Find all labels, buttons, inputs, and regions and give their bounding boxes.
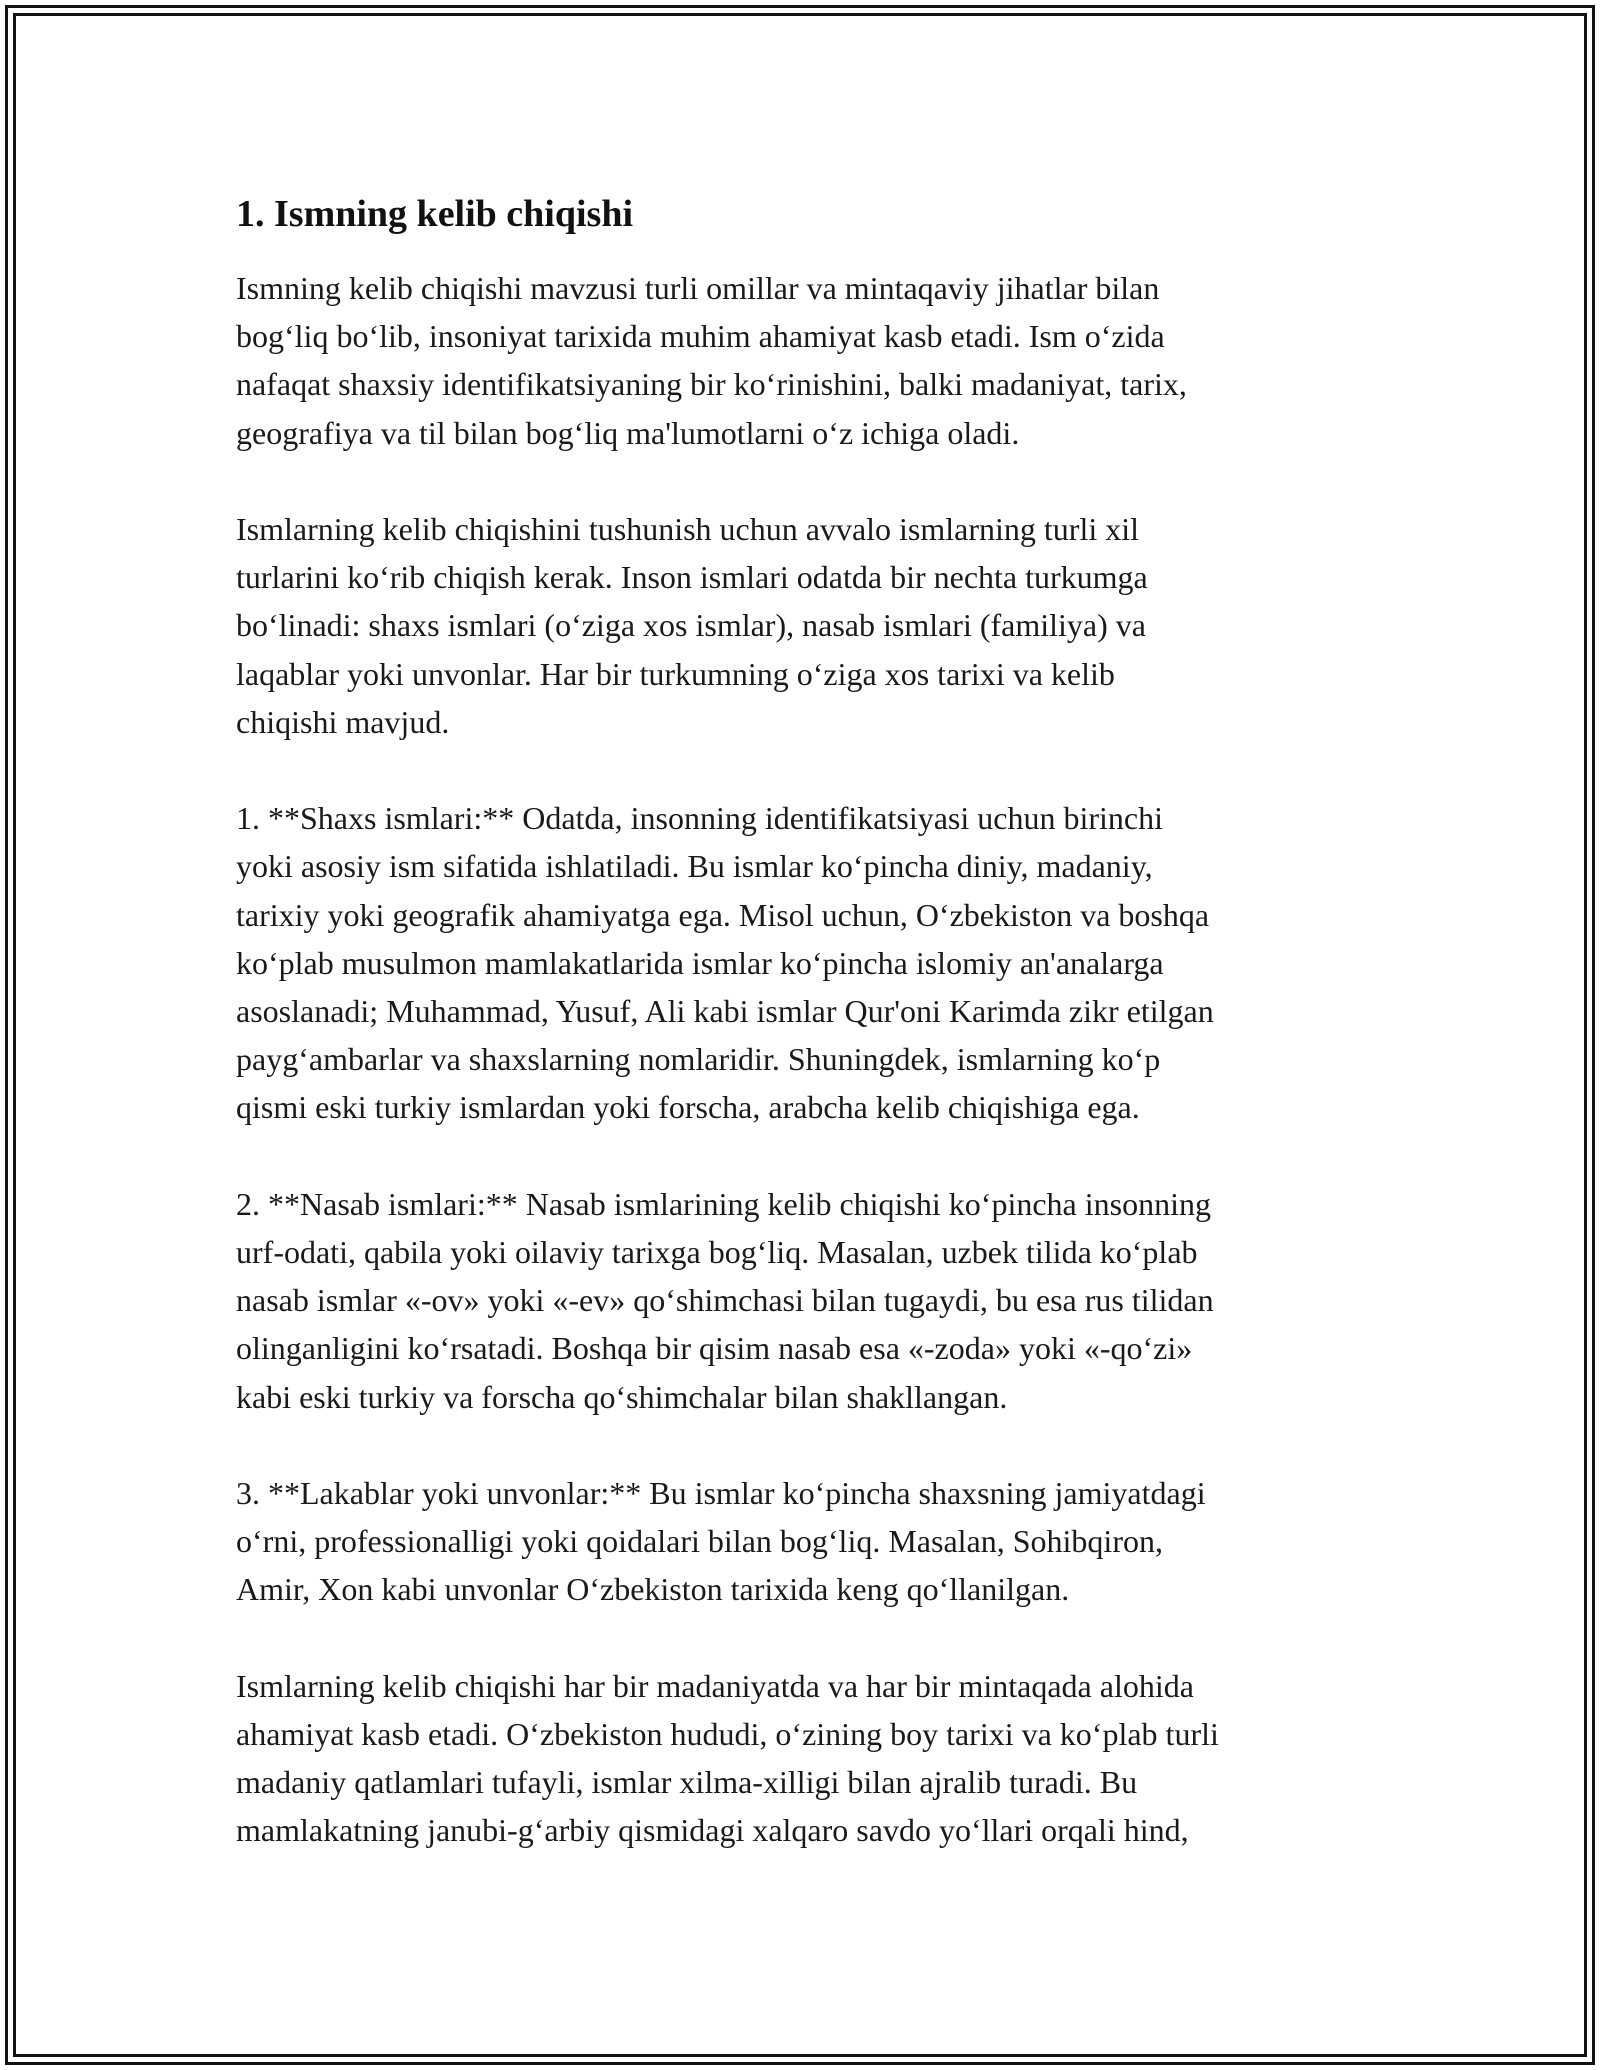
text-line: ahamiyat kasb etadi. O‘zbekiston hududi, o‘zining boy tarixi va ko‘plab turli <box>236 1716 1219 1753</box>
paragraph-regional <box>236 1662 1376 1855</box>
section-heading: 1. Ismning kelib chiqishi <box>236 193 634 235</box>
text-line: bog‘liq bo‘lib, insoniyat tarixida muhim ahamiyat kasb etadi. Ism o‘zida <box>236 318 1165 355</box>
text-line: nasab ismlar «-ov» yoki «-ev» qo‘shimchasi bilan tugaydi, bu esa rus tilidan <box>236 1282 1214 1319</box>
text-line: bo‘linadi: shaxs ismlari (o‘ziga xos ismlar), nasab ismlari (familiya) va <box>236 607 1146 644</box>
text-line: tarixiy yoki geografik ahamiyatga ega. Misol uchun, O‘zbekiston va boshqa <box>236 896 1210 933</box>
text-line: nafaqat shaxsiy identifikatsiyaning bir ko‘rinishini, balki madaniyat, tarix, <box>236 366 1187 403</box>
paragraph-intro <box>236 264 1376 457</box>
text-line: mamlakatning janubi-g‘arbiy qismidagi xalqaro savdo yo‘llari orqali hind, <box>236 1812 1189 1849</box>
text-line: qismi eski turkiy ismlardan yoki forscha, arabcha kelib chiqishiga ega. <box>236 1089 1140 1126</box>
text-line: olinganligini ko‘rsatadi. Boshqa bir qisim nasab esa «-zoda» yoki «-qo‘zi» <box>236 1330 1193 1367</box>
text-line: Ismning kelib chiqishi mavzusi turli omillar va mintaqaviy jihatlar bilan <box>236 270 1160 306</box>
text-line: payg‘ambarlar va shaxslarning nomlaridir. Shuningdek, ismlarning ko‘p <box>236 1041 1161 1078</box>
paragraph-titles <box>236 1469 1376 1614</box>
text-line: 3. **Lakablar yoki unvonlar:** Bu ismlar ko‘pincha shaxsning jamiyatdagi <box>236 1475 1206 1512</box>
text-line: asoslanadi; Muhammad, Yusuf, Ali kabi ismlar Qur'oni Karimda zikr etilgan <box>236 993 1214 1030</box>
document-body <box>236 184 1376 1903</box>
text-line: o‘rni, professionalligi yoki qoidalari bilan bog‘liq. Masalan, Sohibqiron, <box>236 1523 1163 1560</box>
text-line: madaniy qatlamlari tufayli, ismlar xilma-xilligi bilan ajralib turadi. Bu <box>236 1764 1138 1801</box>
text-line: turlarini ko‘rib chiqish kerak. Inson ismlari odatda bir nechta turkumga <box>236 559 1148 596</box>
text-line: yoki asosiy ism sifatida ishlatiladi. Bu ismlar ko‘pincha diniy, madaniy, <box>236 848 1153 885</box>
text-line: laqablar yoki unvonlar. Har bir turkumning o‘ziga xos tarixi va kelib <box>236 655 1115 692</box>
text-line: kabi eski turkiy va forscha qo‘shimchalar bilan shakllangan. <box>236 1378 1008 1415</box>
text-line: urf-odati, qabila yoki oilaviy tarixga bog‘liq. Masalan, uzbek tilida ko‘plab <box>236 1234 1198 1271</box>
text-line: Amir, Xon kabi unvonlar O‘zbekiston tarixida keng qo‘llanilgan. <box>236 1571 1070 1608</box>
paragraph-name-types <box>236 505 1376 746</box>
text-line: Ismlarning kelib chiqishini tushunish uchun avvalo ismlarning turli xil <box>236 511 1140 547</box>
paragraph-family-names <box>236 1180 1376 1421</box>
text-line: geografiya va til bilan bog‘liq ma'lumotlarni o‘z ichiga oladi. <box>236 414 1020 451</box>
text-line: Ismlarning kelib chiqishi har bir madaniyatda va har bir mintaqada alohida <box>236 1667 1194 1704</box>
paragraph-personal-names <box>236 794 1376 1131</box>
text-line: 2. **Nasab ismlari:** Nasab ismlarining kelib chiqishi ko‘pincha insonning <box>236 1185 1211 1222</box>
text-line: 1. **Shaxs ismlari:** Odatda, insonning identifikatsiyasi uchun birinchi <box>236 800 1163 837</box>
text-line: chiqishi mavjud. <box>236 703 450 740</box>
text-line: ko‘plab musulmon mamlakatlarida ismlar ko‘pincha islomiy an'analarga <box>236 944 1164 981</box>
